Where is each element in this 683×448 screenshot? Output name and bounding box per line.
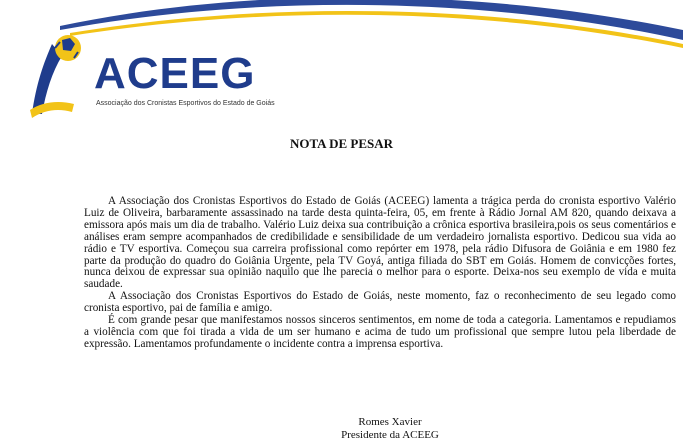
signature-name: Romes Xavier	[358, 416, 422, 428]
signature-role: Presidente da ACEEG	[341, 429, 439, 441]
document-title: NOTA DE PESAR	[289, 136, 394, 151]
document-body	[84, 196, 676, 351]
logo-wordmark: ACEEG	[94, 49, 256, 98]
paragraph: A Associação dos Cronistas Esportivos do Estado de Goiás, neste momento, faz o reconhecimento de seu legado como cronista esportivo, pai de família e amigo.	[84, 290, 676, 315]
paragraph: É com grande pesar que manifestamos nossos sinceros sentimentos, em nome de toda a categoria. Lamentamos e repudiamos a violência com que foi tirada a vida de um ser humano e acima de tudo um profissional que sempre lutou pela liberdade de expressão. Lamentamos profundamente o incidente contra a imprensa esportiva.	[84, 314, 676, 350]
logo-subtitle: Associação dos Cronistas Esportivos do Estado de Goiás	[96, 100, 275, 107]
paragraph: A Associação dos Cronistas Esportivos do Estado de Goiás (ACEEG) lamenta a trágica perda do cronista esportivo Valério Luiz de Oliveira, barbaramente assassinado na tarde desta quinta-feira, 05, em frente à Rádio Jornal AM 820, quando deixava a emissora após mais um dia de trabalho. Valério Luiz deixa sua contribuição a crônica esportiva brasileira,pois os seus comentários e análises eram sempre acompanhados de credibilidade e sensibilidade de um verdadeiro jornalista esportivo. Dedicou sua vida ao rádio e TV esportiva. Começou sua carreira profissional como repórter em 1978, pela rádio Difusora de Goiânia e em 1980 fez parte da produção do quadro do Goiânia Urgente, pela TV Goyá, antiga filiada do SBT em Goiás. Homem de convicções fortes, nunca deixou de expressar sua opinião naquilo que lhe parecia o melhor para o esporte. Deixa-nos seu exemplo de vida e muita saudade.	[84, 195, 676, 291]
signature-block	[280, 416, 500, 442]
soccer-ball-figure-icon	[22, 32, 94, 122]
